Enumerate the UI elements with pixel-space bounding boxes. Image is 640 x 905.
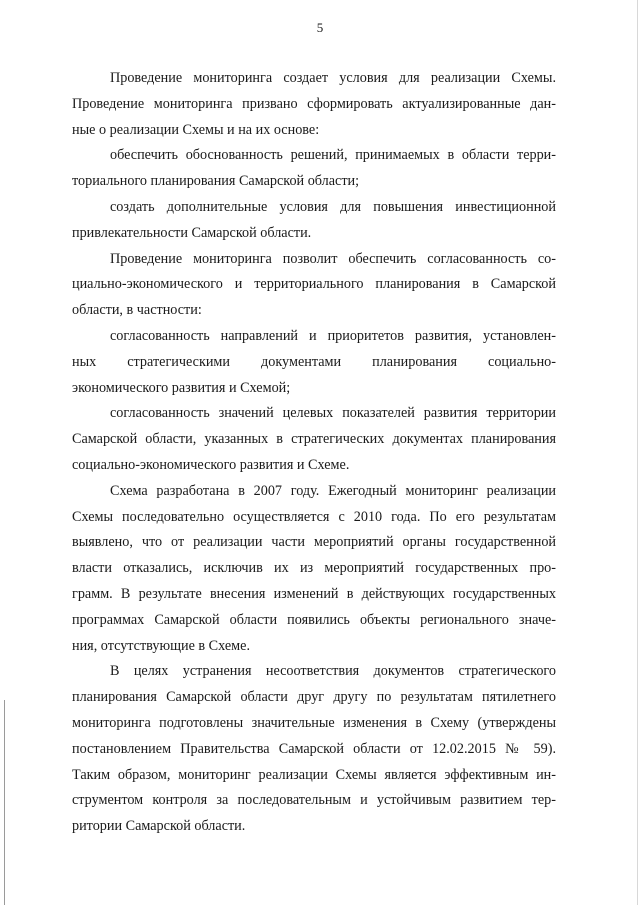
text-line: создать дополнительные условия для повышения инвестиционной [110,198,556,215]
text-line: ные о реализации Схемы и на их основе: [72,121,320,138]
text-line: ных стратегическими документами планирования социально- [72,353,556,370]
text-line: области, в частности: [72,302,202,319]
text-line: программах Самарской области появились объекты регионального значе- [72,611,556,628]
text-line: власти отказались, исключив их из мероприятий государственных про- [72,560,556,577]
text-line: Схема разработана в 2007 году. Ежегодный мониторинг реализации [110,482,556,499]
scan-edge-line [4,700,5,905]
text-line: В целях устранения несоответствия документов стратегического [110,663,556,680]
text-line: согласованность значений целевых показателей развития территории [110,405,556,422]
text-line: постановлением Правительства Самарской области от 12.02.2015 № 59). [72,740,556,757]
text-line: ния, отсутствующие в Схеме. [72,637,250,654]
text-line: ритории Самарской области. [72,818,246,835]
text-line: Схемы последовательно осуществляется с 2010 года. По его результатам [72,508,556,525]
text-line: грамм. В результате внесения изменений в действующих государственных [72,585,556,602]
text-line: согласованность направлений и приоритетов развития, установлен- [110,327,556,344]
document-body [72,66,556,840]
text-line: планирования Самарской области друг другу по результатам пятилетнего [72,689,556,706]
text-line: выявлено, что от реализации части мероприятий органы государственной [72,534,556,551]
text-line: Таким образом, мониторинг реализации Схемы является эффективным ин- [72,766,556,783]
text-line: ториального планирования Самарской области; [72,173,360,190]
text-line: струментом контроля за последовательным и устойчивым развитием тер- [72,792,556,809]
text-line: обеспечить обоснованность решений, принимаемых в области терри- [110,147,556,164]
text-line: экономического развития и Схемой; [72,379,291,396]
text-line: мониторинга подготовлены значительные изменения в Схему (утверждены [72,714,556,731]
text-line: Проведение мониторинга создает условия для реализации Схемы. [110,70,556,86]
scan-edge-line-right [637,0,638,905]
text-line: циально-экономического и территориального планирования в Самарской [72,276,556,293]
text-line: привлекательности Самарской области. [72,224,312,241]
text-line: Проведение мониторинга позволит обеспечить согласованность со- [110,250,556,267]
text-line: социально-экономического развития и Схеме. [72,456,350,473]
text-line: Проведение мониторинга призвано сформировать актуализированные дан- [72,95,556,112]
page-number: 5 [316,20,324,35]
text-line: Самарской области, указанных в стратегических документах планирования [72,431,556,448]
